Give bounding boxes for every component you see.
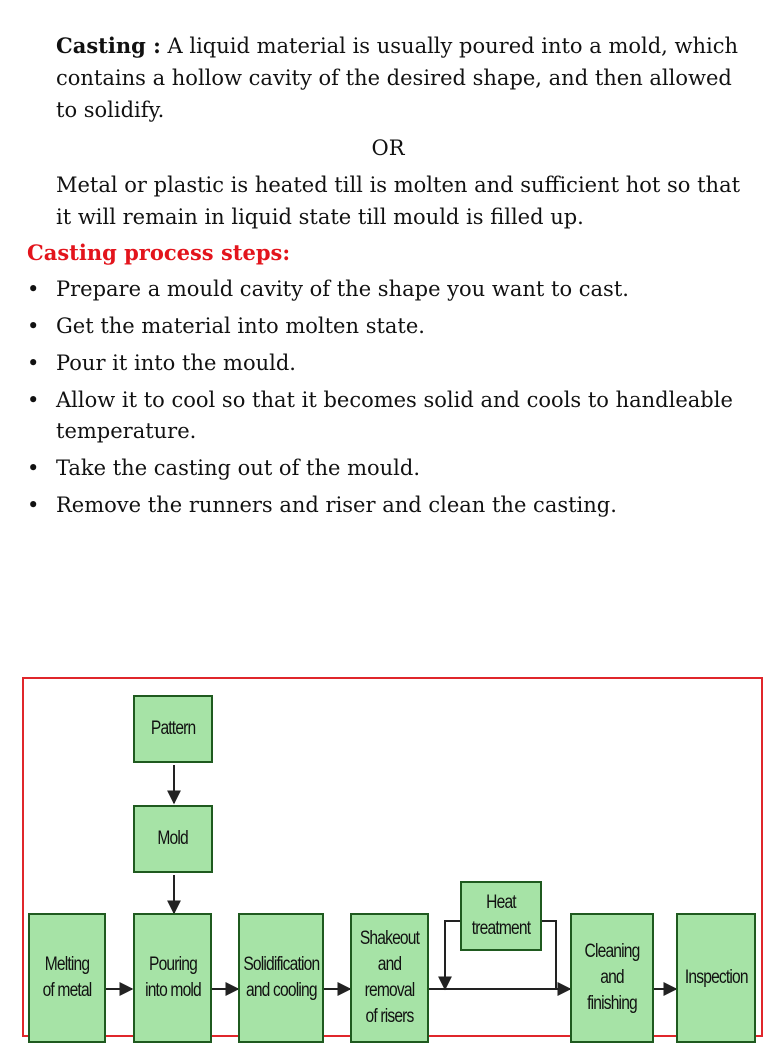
casting-term: Casting : (56, 33, 161, 58)
bullet-icon: • (27, 314, 40, 338)
steps-list (27, 274, 757, 527)
bullet-icon: • (27, 388, 40, 412)
arrow-from-heat-treatment (542, 921, 556, 989)
bullet-icon: • (27, 456, 40, 480)
list-item: • Take the casting out of the mould. (27, 453, 757, 484)
arrow-to-heat-treatment (445, 921, 460, 989)
solidification-box: Solidification and cooling (238, 913, 324, 1043)
pouring-box: Pouring into mold (133, 913, 212, 1043)
bullet-icon: • (27, 493, 40, 517)
cleaning-box: Cleaning and finishing (570, 913, 654, 1043)
bullet-icon: • (27, 351, 40, 375)
steps-heading: Casting process steps: (27, 240, 291, 265)
heat-treatment-box: Heat treatment (460, 881, 542, 951)
list-item: • Remove the runners and riser and clean the casting. (27, 490, 757, 521)
bullet-icon: • (27, 277, 40, 301)
casting-definition-text: A liquid material is usually poured into a mold, which contains a hollow cavity of the desired shape, and then allowed to solidify. (56, 34, 739, 122)
list-item: • Get the material into molten state. (27, 311, 757, 342)
list-item: • Pour it into the mould. (27, 348, 757, 379)
casting-definition (56, 30, 756, 126)
alternate-definition: Metal or plastic is heated till is molten and sufficient hot so that it will remain in liquid state till mould is filled up. (56, 173, 741, 229)
inspection-box: Inspection (676, 913, 756, 1043)
or-separator: OR (371, 136, 405, 160)
list-item: • Allow it to cool so that it becomes solid and cools to handleable temperature. (27, 385, 757, 447)
list-item: • Prepare a mould cavity of the shape you want to cast. (27, 274, 757, 305)
melting-box: Melting of metal (28, 913, 106, 1043)
mold-box: Mold (133, 805, 213, 873)
shakeout-box: Shakeout and removal of risers (350, 913, 429, 1043)
casting-flow-diagram (22, 677, 763, 1037)
pattern-box: Pattern (133, 695, 213, 763)
